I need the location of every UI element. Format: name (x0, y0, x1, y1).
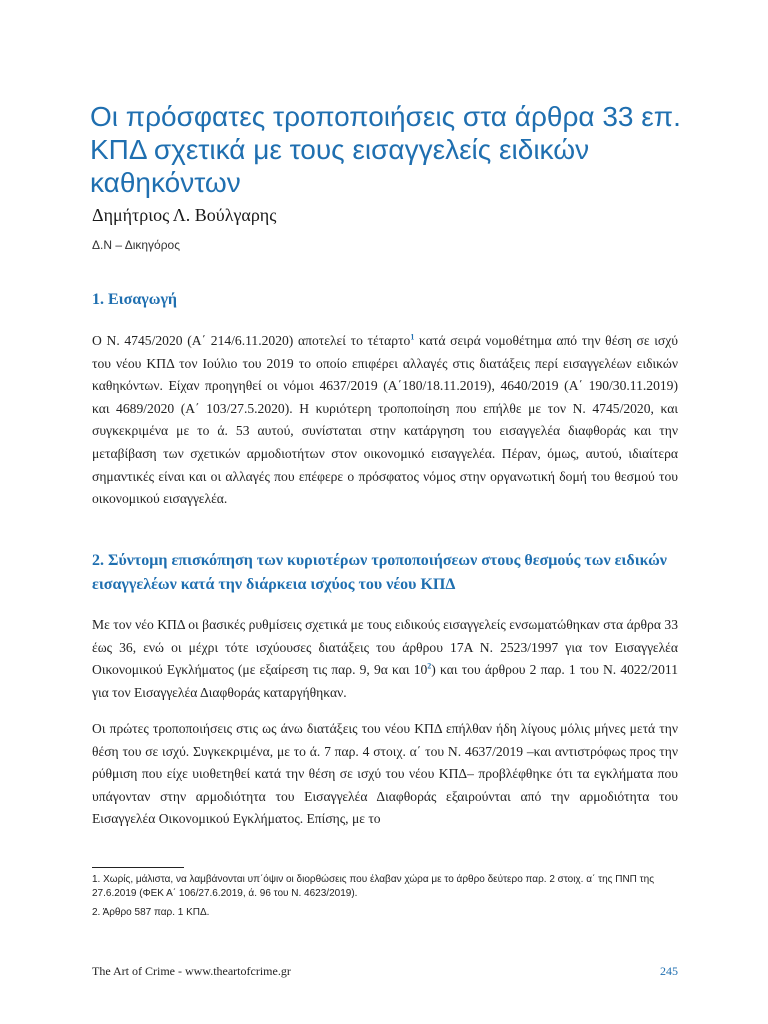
footnote-divider (92, 867, 184, 868)
footnote-ref-2[interactable]: 2 (427, 661, 432, 671)
section-heading-introduction: 1. Εισαγωγή (92, 291, 178, 308)
footnotes (92, 873, 678, 925)
footer-publication: The Art of Crime - www.theartofcrime.gr (92, 964, 291, 978)
paragraph-overview-1 (92, 614, 678, 704)
footnote-ref-1[interactable]: 1 (410, 332, 415, 342)
footnote-2: 2. Άρθρο 587 παρ. 1 ΚΠΔ. (92, 907, 210, 918)
paragraph-text: Με τον νέο ΚΠΔ οι βασικές ρυθμίσεις σχετικά με τους ειδικούς εισαγγελείς ενσωματώθηκαν στα άρθρα 33 έως 36, ενώ οι μέχρι τότε ισχύουσες διατάξεις του άρθρου 17Α Ν. 2523/1997 για τον Εισαγγελέα Οικονομικού Εγκλήματος (με εξαίρεση τις παρ. 9, 9α και 10 (92, 617, 678, 678)
section-heading-overview: 2. Σύντομη επισκόπηση των κυριοτέρων τροποποιήσεων στους θεσμούς των ειδικών εισαγγελέων κατά την διάρκεια ισχύος του νέου ΚΠΔ (92, 552, 667, 593)
page-number: 245 (660, 964, 678, 978)
article-title: Οι πρόσφατες τροποποιήσεις στα άρθρα 33 επ. ΚΠΔ σχετικά με τους εισαγγελείς ειδικών καθηκόντων (90, 101, 681, 198)
author-affiliation: Δ.Ν – Δικηγόρος (92, 238, 181, 252)
paragraph-text: ) και του άρθρου 2 παρ. 1 του Ν. 4022/2011 για τον Εισαγγελέα Διαφθοράς καταργήθηκαν. (92, 662, 678, 700)
paragraph-introduction (92, 330, 678, 511)
footnote-1: 1. Χωρίς, μάλιστα, να λαμβάνονται υπ΄όψιν οι διορθώσεις που έλαβαν χώρα με το άρθρο δεύτερο παρ. 2 στοιχ. α΄ της ΠΝΠ της 27.6.2019 (ΦΕΚ Α΄ 106/27.6.2019, ά. 96 του Ν. 4623/2019). (92, 874, 655, 899)
paragraph-text: Ο Ν. 4745/2020 (Α΄ 214/6.11.2020) αποτελεί το τέταρτο (92, 333, 411, 348)
author-name: Δημήτριος Λ. Βούλγαρης (92, 205, 277, 225)
paragraph-text: κατά σειρά νομοθέτημα από την θέση σε ισχύ του νέου ΚΠΔ τον Ιούλιο του 2019 το οποίο επιφέρει αλλαγές στις διατάξεις περί εισαγγελέων ειδικών καθηκόντων. Είχαν προηγηθεί οι νόμοι 4637/2019 (Α΄180/18.11.2019), 4640/2019 (Α΄ 190/30.11.2019) και 4689/2020 (Α΄ 103/27.5.2020). Η κυριότερη τροποποίηση που επήλθε με τον Ν. 4745/2020, και συγκεκριμένα με το ά. 53 αυτού, συνίσταται στην κατάργηση του εισαγγελέα διαφθοράς και την μεταβίβαση των σχετικών αρμοδιοτήτων στον οικονομικό εισαγγελέα. Πέραν, όμως, αυτού, ιδιαίτερα σημαντικές είναι και οι αλλαγές που επέφερε ο πρόσφατος νόμος στην οργανωτική δομή του θεσμού του οικονομικού εισαγγελέα. (92, 333, 678, 507)
paragraph-overview-2: Οι πρώτες τροποποιήσεις στις ως άνω διατάξεις του νέου ΚΠΔ επήλθαν ήδη λίγους μόλις μήνες μετά την θέση του σε ισχύ. Συγκεκριμένα, με το ά. 7 παρ. 4 στοιχ. α΄ του Ν. 4637/2019 –και αντιστρόφως προς την ρύθμιση που είχε υιοθετηθεί κατά την θέση σε ισχύ του νέου ΚΠΔ– προβλέφθηκε ότι τα εγκλήματα που υπάγονταν στην αρμοδιότητα του Εισαγγελέα Διαφθοράς εξαιρούνται από την αρμοδιότητα του Εισαγγελέα Οικονομικού Εγκλήματος. Επίσης, με το (92, 721, 678, 827)
